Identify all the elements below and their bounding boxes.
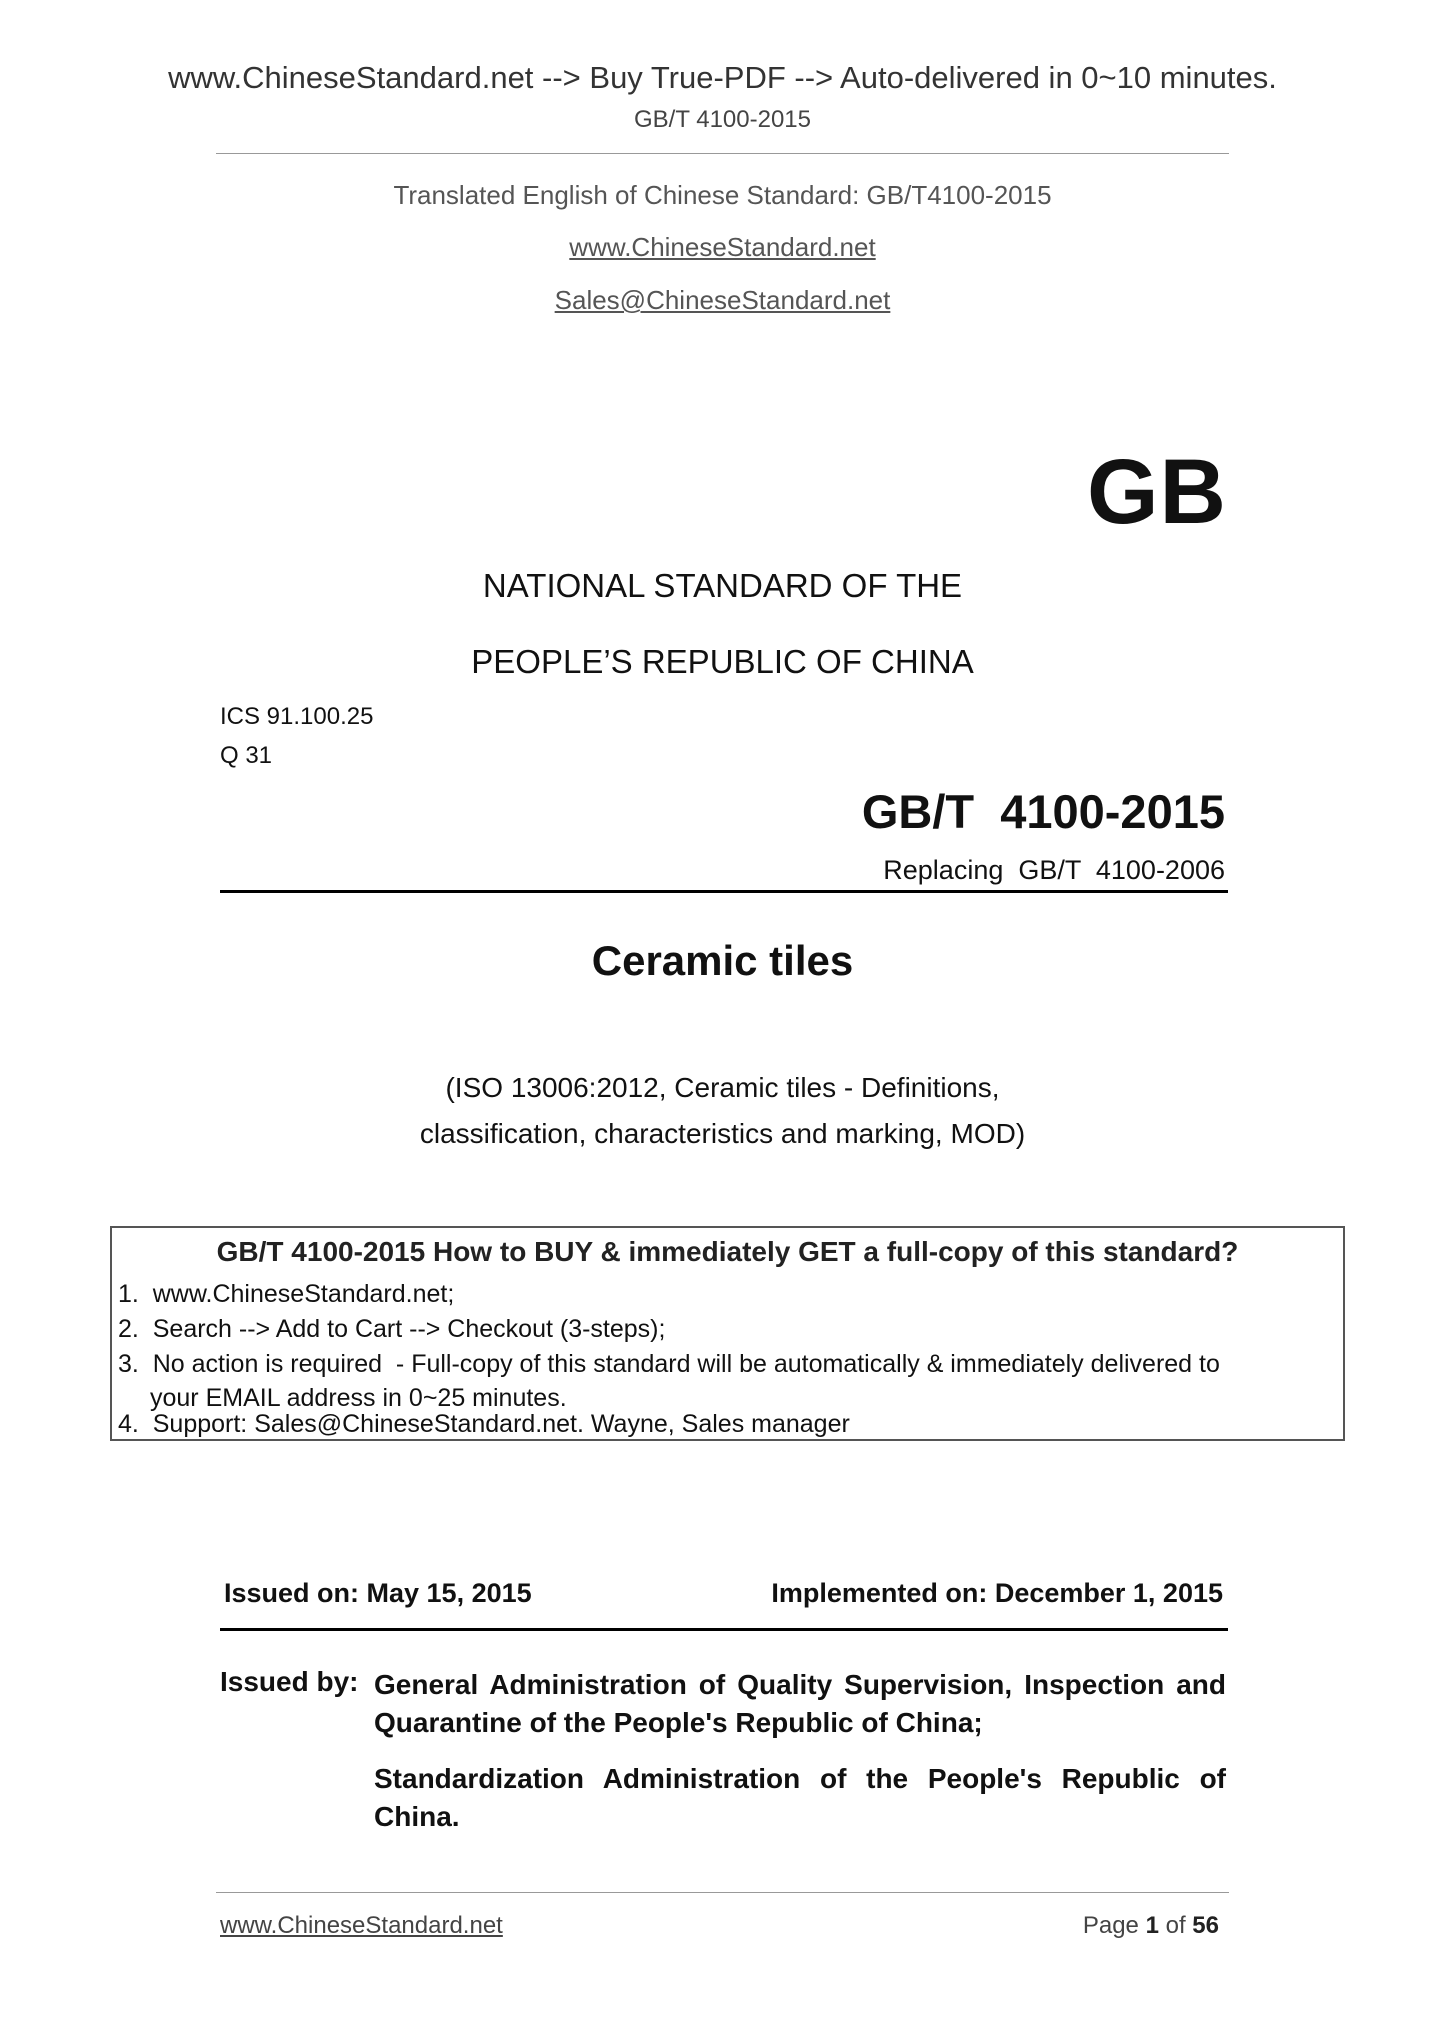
page-total: 56 <box>1192 1912 1219 1939</box>
website-link[interactable]: www.ChineseStandard.net <box>569 232 876 262</box>
page-prefix: Page <box>1082 1912 1139 1939</box>
header-line-2: GB/T 4100-2015 <box>633 106 811 133</box>
national-standard-line-1: NATIONAL STANDARD OF THE <box>482 567 963 604</box>
buy-step-3-continued: your EMAIL address in 0~25 minutes. <box>150 1384 567 1412</box>
buy-step-3: 3. No action is required - Full-copy of this standard will be automatically & immediately delivered to <box>118 1350 1220 1378</box>
issued-on-date: Issued on: May 15, 2015 <box>224 1578 532 1608</box>
document-title: Ceramic tiles <box>591 937 854 984</box>
buy-info-box <box>110 1226 1345 1441</box>
buy-step-1: 1. www.ChineseStandard.net; <box>118 1280 455 1308</box>
national-standard-line-2: PEOPLE’S REPUBLIC OF CHINA <box>471 643 974 680</box>
issuer-1: General Administration of Quality Supervision, Inspection and Quarantine of the People's Republic of China; <box>374 1669 1226 1738</box>
issuer-2: Standardization Administration of the People's Republic of China. <box>374 1763 1226 1832</box>
translation-note: Translated English of Chinese Standard: GB/T4100-2015 <box>393 180 1052 210</box>
issued-by-label: Issued by: <box>220 1666 359 1697</box>
footer-divider <box>216 1892 1229 1893</box>
page-indicator <box>1083 1912 1219 1940</box>
header-line-1: www.ChineseStandard.net --> Buy True-PDF --> Auto-delivered in 0~10 minutes. <box>168 60 1277 95</box>
ccs-code: Q 31 <box>220 742 273 769</box>
buy-step-4: 4. Support: Sales@ChineseStandard.net. Wayne, Sales manager <box>118 1410 850 1438</box>
standard-number-rule <box>220 890 1228 893</box>
replacing-note: Replacing GB/T 4100-2006 <box>883 855 1225 885</box>
sales-email-link[interactable]: Sales@ChineseStandard.net <box>554 285 891 315</box>
standard-number: GB/T 4100-2015 <box>861 785 1225 838</box>
implemented-on-date: Implemented on: December 1, 2015 <box>771 1578 1223 1608</box>
ics-code: ICS 91.100.25 <box>220 703 374 730</box>
page-number: 1 <box>1145 1912 1159 1939</box>
buy-box-title: GB/T 4100-2015 How to BUY & immediately GET a full-copy of this standard? <box>216 1236 1239 1267</box>
header-divider <box>216 153 1229 154</box>
adoption-line-2: classification, characteristics and marking, MOD) <box>419 1118 1026 1149</box>
footer-website-link[interactable]: www.ChineseStandard.net <box>220 1912 503 1939</box>
gb-mark: GB <box>1087 441 1227 543</box>
adoption-line-1: (ISO 13006:2012, Ceramic tiles - Definitions, <box>445 1072 1000 1103</box>
dates-rule <box>220 1628 1228 1631</box>
buy-step-2: 2. Search --> Add to Cart --> Checkout (3-steps); <box>118 1315 666 1343</box>
page-of: of <box>1165 1912 1186 1939</box>
